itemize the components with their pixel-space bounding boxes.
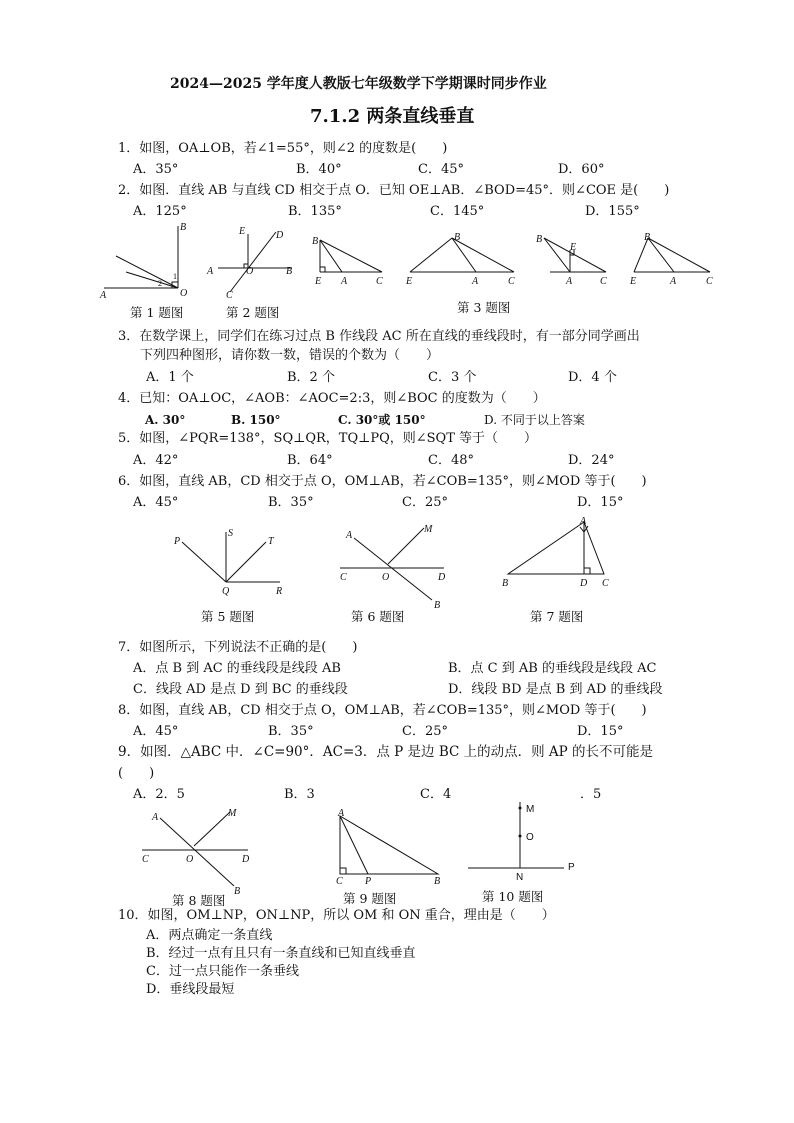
fig3b-label-e: E xyxy=(406,276,413,287)
question-5-stem: 5．如图，∠PQR=138°，SQ⊥QR，TQ⊥PQ，则∠SQT 等于（ ） xyxy=(118,431,538,446)
question-9-line1: 9．如图．△ABC 中．∠C=90°．AC=3．点 P 是边 BC 上的动点．则 AP 的长不可能是 xyxy=(118,744,654,760)
q7-option-b: B．点 C 到 AB 的垂线段是线段 AC xyxy=(448,661,657,676)
question-2-stem: 2．如图．直线 AB 与直线 CD 相交于点 O．已知 OE⊥AB．∠BOD=45°．则∠COE 是( ) xyxy=(118,183,670,198)
figure-6 xyxy=(336,520,456,610)
question-6-stem: 6．如图，直线 AB，CD 相交于点 O，OM⊥AB，若∠COB=135°，则∠MOD 等于( ) xyxy=(118,474,647,489)
fig2-label-a: A xyxy=(207,266,214,277)
fig3b-label-b: B xyxy=(454,232,461,243)
fig3c-label-a: A xyxy=(566,276,573,287)
q1-option-b: B．40° xyxy=(296,162,342,177)
question-1-stem: 1．如图，OA⊥OB，若∠1=55°，则∠2 的度数是( ) xyxy=(118,141,448,156)
q9-option-a: A．2．5 xyxy=(133,787,185,802)
figure-1-caption: 第 1 题图 xyxy=(130,305,184,320)
question-3-line1: 3．在数学课上，同学们在练习过点 B 作线段 AC 所在直线的垂线段时，有一部分同学画出 xyxy=(118,329,640,344)
q4-option-c: C. 30°或 150° xyxy=(338,413,426,427)
fig3b-label-a: A xyxy=(472,276,479,287)
fig1-label-o: O xyxy=(180,288,188,299)
q10-option-a: A．两点确定一条直线 xyxy=(146,928,273,943)
fig3d-label-b: B xyxy=(644,232,651,243)
fig3c-label-b: B xyxy=(536,234,543,245)
q3-option-d: D．4 个 xyxy=(568,370,617,385)
figure-7-caption: 第 7 题图 xyxy=(530,609,584,624)
q5-option-d: D．24° xyxy=(568,453,615,468)
fig8-label-c: C xyxy=(142,854,149,865)
fig2-label-c: C xyxy=(226,290,233,301)
fig1-label-1: 1 xyxy=(173,272,177,281)
fig2-label-o: O xyxy=(246,266,254,277)
fig8-label-m: M xyxy=(228,808,237,819)
fig7-label-d: D xyxy=(580,578,588,589)
question-4-stem: 4．已知：OA⊥OC，∠AOB：∠AOC=2:3，则∠BOC 的度数为（ ） xyxy=(118,391,546,406)
q7-option-a: A．点 B 到 AC 的垂线段是线段 AB xyxy=(133,661,341,676)
figure-5 xyxy=(168,520,298,600)
question-3-line2: 下列四种图形，请你数一数，错误的个数为（ ） xyxy=(140,348,440,363)
fig5-label-p: P xyxy=(174,536,181,547)
figure-3-caption: 第 3 题图 xyxy=(457,300,511,315)
fig3c-label-e: E xyxy=(570,242,577,253)
fig6-label-m: M xyxy=(424,524,433,535)
question-8-stem: 8．如图，直线 AB，CD 相交于点 O，OM⊥AB，若∠COB=135°，则∠MOD 等于( ) xyxy=(118,703,647,718)
fig2-label-b: B xyxy=(286,266,293,277)
fig8-label-a: A xyxy=(152,812,159,823)
fig1-label-b: B xyxy=(180,222,187,233)
fig9-label-b: B xyxy=(434,876,441,887)
fig6-label-a: A xyxy=(346,530,353,541)
figure-2-caption: 第 2 题图 xyxy=(226,305,280,320)
figure-3c xyxy=(530,230,612,288)
fig2-label-e: E xyxy=(239,226,246,237)
q4-option-b: B. 150° xyxy=(231,413,281,427)
figure-5-caption: 第 5 题图 xyxy=(201,609,255,624)
figure-2 xyxy=(204,222,304,302)
fig6-label-c: C xyxy=(340,572,347,583)
fig6-label-d: D xyxy=(438,572,446,583)
fig3a-label-c: C xyxy=(376,276,383,287)
q8-option-c: C．25° xyxy=(402,724,448,739)
fig1-label-2: 2 xyxy=(158,279,162,288)
q2-option-b: B．135° xyxy=(288,204,342,219)
fig8-label-d: D xyxy=(242,854,250,865)
fig5-label-q: Q xyxy=(222,586,230,597)
figure-1 xyxy=(96,222,196,302)
fig5-label-s: S xyxy=(228,528,233,539)
q2-option-c: C．145° xyxy=(430,204,485,219)
q7-option-d: D．线段 BD 是点 B 到 AD 的垂线段 xyxy=(448,682,663,697)
q10-option-d: D．垂线段最短 xyxy=(146,982,235,997)
q1-option-a: A．35° xyxy=(133,162,179,177)
figure-9 xyxy=(334,808,446,886)
q6-option-b: B．35° xyxy=(268,495,314,510)
figure-3a xyxy=(310,232,390,288)
q5-option-c: C．48° xyxy=(428,453,474,468)
fig3d-label-a: A xyxy=(670,276,677,287)
figure-10 xyxy=(462,796,584,886)
q3-option-a: A．1 个 xyxy=(146,370,194,385)
figure-3d xyxy=(626,230,718,288)
fig7-label-c: C xyxy=(602,578,609,589)
figure-6-caption: 第 6 题图 xyxy=(351,609,405,624)
figure-8-caption: 第 8 题图 xyxy=(172,893,226,908)
fig8-label-b: B xyxy=(234,886,241,897)
fig3a-label-b: B xyxy=(312,236,319,247)
fig9-label-a: A xyxy=(338,808,345,819)
q8-option-b: B．35° xyxy=(268,724,314,739)
fig7-label-a: A xyxy=(580,516,587,527)
question-10-stem: 10．如图，OM⊥NP，ON⊥NP，所以 OM 和 ON 重合，理由是（ ） xyxy=(118,908,555,923)
q3-option-b: B．2 个 xyxy=(287,370,335,385)
q7-option-c: C．线段 AD 是点 D 到 BC 的垂线段 xyxy=(133,682,348,697)
q5-option-a: A．42° xyxy=(133,453,179,468)
fig6-label-b: B xyxy=(434,600,441,611)
q8-option-a: A．45° xyxy=(133,724,179,739)
q2-option-d: D．155° xyxy=(585,204,640,219)
fig3b-label-c: C xyxy=(508,276,515,287)
fig8-label-o: O xyxy=(186,854,194,865)
figure-3b xyxy=(402,230,520,288)
figure-10-caption: 第 10 题图 xyxy=(482,889,544,904)
fig10-label-n: N xyxy=(516,872,524,883)
figure-8 xyxy=(138,806,258,897)
q1-option-d: D．60° xyxy=(558,162,605,177)
q9-option-c: C．4 xyxy=(420,787,452,802)
q9-option-b: B．3 xyxy=(284,787,315,802)
q10-option-b: B．经过一点有且只有一条直线和已知直线垂直 xyxy=(146,946,416,961)
fig3c-label-c: C xyxy=(600,276,607,287)
page-title: 7.1.2 两条直线垂直 xyxy=(310,106,475,127)
q6-option-d: D．15° xyxy=(577,495,624,510)
fig3d-label-e: E xyxy=(630,276,637,287)
fig7-label-b: B xyxy=(502,578,509,589)
question-9-line2: ( ) xyxy=(118,766,155,781)
figure-9-caption: 第 9 题图 xyxy=(343,891,397,906)
q8-option-d: D．15° xyxy=(577,724,624,739)
q1-option-c: C．45° xyxy=(418,162,464,177)
q10-option-c: C．过一点只能作一条垂线 xyxy=(146,964,299,979)
q4-option-a: A. 30° xyxy=(145,413,186,427)
fig3a-label-a: A xyxy=(341,276,348,287)
fig1-label-a: A xyxy=(100,290,107,301)
page-subtitle: 2024—2025 学年度人教版七年级数学下学期课时同步作业 xyxy=(170,76,547,92)
figure-7 xyxy=(498,514,618,594)
fig3d-label-c: C xyxy=(706,276,713,287)
fig9-label-c: C xyxy=(336,876,343,887)
q6-option-a: A．45° xyxy=(133,495,179,510)
q9-option-d: ．5 xyxy=(580,787,602,802)
fig5-label-r: R xyxy=(276,586,283,597)
q4-option-d: D. 不同于以上答案 xyxy=(484,413,585,427)
q3-option-c: C．3 个 xyxy=(428,370,477,385)
q5-option-b: B．64° xyxy=(287,453,333,468)
fig10-label-o: O xyxy=(526,832,534,843)
question-7-stem: 7．如图所示，下列说法不正确的是( ) xyxy=(118,640,358,655)
fig10-label-m: M xyxy=(526,804,535,815)
q6-option-c: C．25° xyxy=(402,495,448,510)
q2-option-a: A．125° xyxy=(133,204,187,219)
fig3a-label-e: E xyxy=(315,276,322,287)
fig2-label-d: D xyxy=(276,230,284,241)
fig5-label-t: T xyxy=(268,536,274,547)
fig10-label-p: P xyxy=(568,862,575,873)
fig6-label-o: O xyxy=(382,572,390,583)
fig9-label-p: P xyxy=(365,876,372,887)
